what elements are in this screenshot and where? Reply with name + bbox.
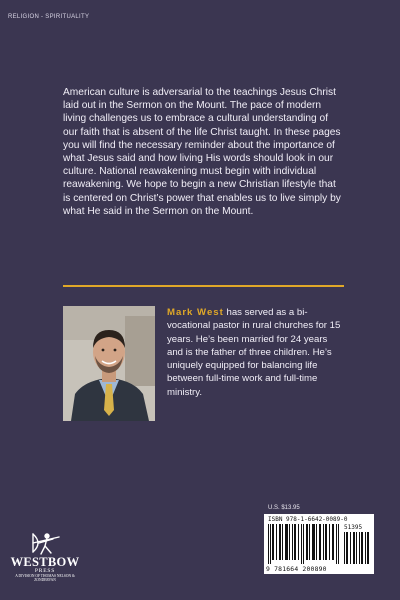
author-portrait-image (63, 306, 155, 421)
publisher-sub: PRESS (34, 568, 56, 574)
author-photo (63, 306, 155, 421)
publisher-division: A DIVISION OF THOMAS NELSON & ZONDERVAN (15, 574, 75, 583)
isbn-barcode (264, 514, 374, 574)
addon-barcode-bars (344, 532, 370, 564)
author-name: Mark West (167, 307, 224, 318)
publisher-name: WESTBOW (10, 555, 80, 569)
category-label: RELIGION - SPIRITUALITY (8, 14, 90, 20)
ean-barcode-bars (268, 524, 340, 564)
publisher-logo (10, 530, 80, 590)
author-bio-text: has served as a bi-vocational pastor in rural churches for 15 years. He’s been married for 24 years and is the father of three children. He’s uniquely equipped for balancing life between full-time work and full-time ministry. (167, 307, 341, 398)
archer-icon (27, 530, 63, 556)
isbn-text: ISBN 978-1-6642-0089-0 (268, 516, 348, 523)
divider-rule (63, 285, 344, 287)
ean-digits: 9 781664 200890 (266, 565, 327, 573)
price-label: U.S. $13.95 (268, 505, 300, 511)
price-addon-number: 51395 (344, 524, 363, 531)
back-cover-blurb: American culture is adversarial to the teachings Jesus Christ laid out in the Sermon on the Mount. The pace of modern living challenges us to embrace a cultural understanding of our faith that is absent of the life Christ taught. In these pages you will find the necessary reminder about the importance of what Jesus said and how living His words should look in our culture. National reawakening must begin with individual reawakening. We hope to begin a new Christian lifestyle that is centered on Christ’s power that enables us to live simply by what He said in the Sermon on the Mount. (63, 87, 341, 217)
author-bio (167, 306, 343, 399)
